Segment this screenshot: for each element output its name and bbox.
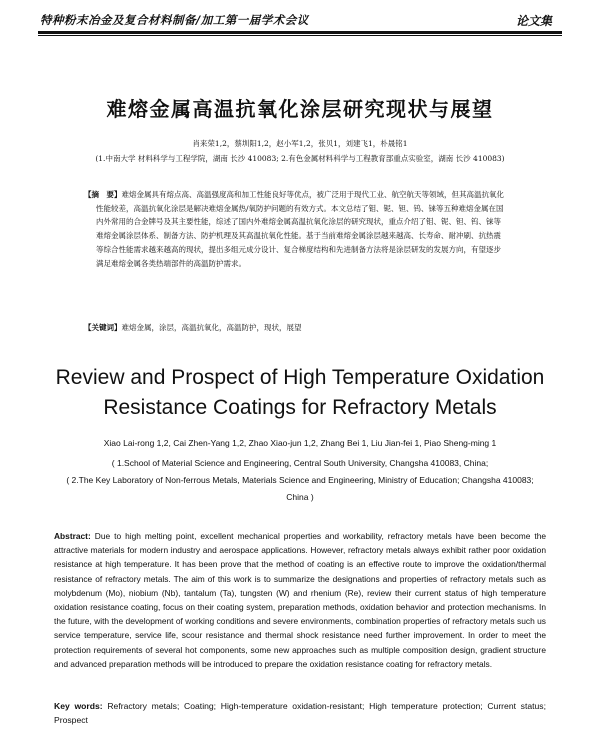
chinese-abstract-label: 【摘 要】 <box>84 190 122 199</box>
english-abstract <box>54 529 546 671</box>
english-affiliation-2: ( 2.The Key Laboratory of Non-ferrous Metals, Materials Science and Engineering, Ministry of Education; Changsha 410083; China ) <box>66 475 534 502</box>
chinese-keywords-label: 【关键词】 <box>84 323 122 332</box>
english-authors: Xiao Lai-rong 1,2, Cai Zhen-Yang 1,2, Zhao Xiao-jun 1,2, Zhang Bei 1, Liu Jian-fei 1, Piao Sheng-ming 1 <box>103 438 497 448</box>
english-title: Review and Prospect of High Temperature Oxidation Resistance Coatings for Refractory Metals <box>55 366 545 419</box>
english-keywords-text: Refractory metals; Coating; High-temperature oxidation-resistant; High temperature protection; Current status; Prospect <box>54 701 546 725</box>
english-affiliation <box>60 455 540 506</box>
chinese-abstract <box>84 188 508 270</box>
header-divider-thin <box>38 35 562 36</box>
chinese-affiliation: (1.中南大学 材料科学与工程学院，湖南 长沙 410083; 2.有色金属材料科学与工程教育部重点实验室，湖南 长沙 410083) <box>95 154 505 163</box>
english-affiliation-1: ( 1.School of Material Science and Engineering, Central South University, Changsha 410083, China; <box>111 458 489 468</box>
chinese-keywords <box>84 322 514 333</box>
english-abstract-label: Abstract: <box>54 531 91 541</box>
chinese-keywords-text: 难熔金属，涂层，高温抗氧化，高温防护，现状，展望 <box>121 323 302 332</box>
chinese-abstract-text: 难熔金属具有熔点高、高温强度高和加工性能良好等优点，被广泛用于现代工业、航空航天等领域，但其高温抗氧化性能较差，高温抗氧化涂层是解决难熔金属热/氧防护问题的有效方式。本文总结了钼、铌、钽、钨、铼等五种难熔金属在国内外常用的合金牌号及其主要性能，综述了国内外难熔金属高温抗氧化涂层的研究现状，重点介绍了钼、铌、钽、钨、铼等难熔金属涂层体系、制备方法、防护机理及其高温抗氧化性能。基于当前难熔金属涂层越来越高、长寿命、耐冲刷、抗热震等综合性能需求越来越高的现状，提出多组元成分设计、复合梯度结构和先进制备方法将是涂层研发的发展方向，有望逐步满足难熔金属各类热端部件的高温防护需求。 <box>96 190 504 268</box>
chinese-title: 难熔金属高温抗氧化涂层研究现状与展望 <box>106 97 494 121</box>
english-keywords-label: Key words: <box>54 701 103 711</box>
journal-header: 特种粉末冶金及复合材料制备/加工第一届学术会议 <box>40 13 309 27</box>
header-divider <box>38 31 562 34</box>
english-abstract-text: Due to high melting point, excellent mechanical properties and workability, refractory metals have been become the attractive materials for modern industry and aerospace applications. However, refractory metals always exhibit rather poor oxidation resistance at high temperature. It has been prove that the method of coating is an effective route to improve the oxidation/thermal resistance of refractory metals. The aim of this work is to summarize the designations and properties of refractory metals such as molybdenum (Mo), niobium (Nb), tantalum (Ta), tungsten (W) and rhenium (Re), review their current status of high temperature oxidation resistance coating, focus on their coating system, preparation methods, oxidation behavior and protection mechanisms. In the future, with the development of working conditions and severe environments, combination properties of refractory metals such us service temperature, service life, scour resistance and thermal shock resistance need further improvement. In order to meet the protection requirements of several hot components, some new approaches such as multiple composition design, gradient structure and advanced preparation methods will be introduced to prepare the oxidation resistance coating for refractory metals. <box>54 531 547 669</box>
chinese-authors: 肖来荣1,2，蔡圳阳1,2，赵小军1,2，张贝1，刘建飞1，朴晟铭1 <box>192 139 408 148</box>
section-header: 论文集 <box>515 14 552 28</box>
english-keywords <box>54 699 546 727</box>
